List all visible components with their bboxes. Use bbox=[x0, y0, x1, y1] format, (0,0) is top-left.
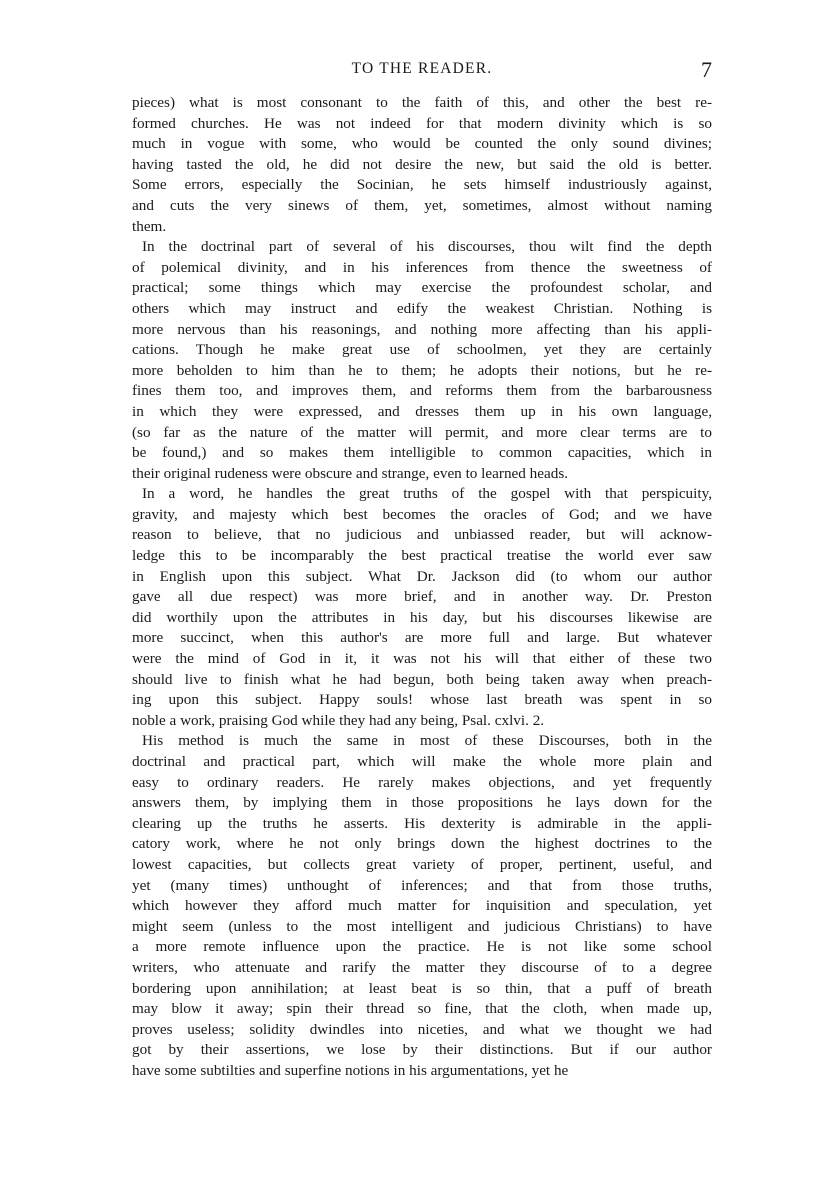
text-line: Some errors, especially the Socinian, he sets himself industriously against, bbox=[132, 176, 712, 194]
text-line: more beholden to him than he to them; he adopts their notions, but he re- bbox=[132, 361, 712, 379]
text-line: pieces) what is most consonant to the faith of this, and other the best re- bbox=[132, 94, 712, 111]
text-line: in English upon this subject. What Dr. Jackson did (to whom our author bbox=[132, 567, 712, 585]
text-line: fines them too, and improves them, and reforms them from the barbarousness bbox=[132, 382, 712, 400]
text-line: lowest capacities, but collects great variety of proper, pertinent, useful, and bbox=[132, 855, 712, 873]
text-line: formed churches. He was not indeed for that modern divinity which is so bbox=[132, 114, 712, 132]
text-line: have some subtilties and superfine notions in his argumentations, yet he bbox=[132, 1061, 569, 1079]
text-line: (so far as the nature of the matter will permit, and more clear terms are to bbox=[132, 423, 712, 441]
text-line: did worthily upon the attributes in his day, but his discourses likewise are bbox=[132, 608, 712, 626]
text-line: His method is much the same in most of these Discourses, both in the bbox=[142, 732, 712, 750]
text-line: proves useless; solidity dwindles into niceties, and what we thought we had bbox=[132, 1020, 712, 1038]
text-line: bordering upon annihilation; at least beat is so thin, that a puff of breath bbox=[132, 979, 712, 997]
text-line: In the doctrinal part of several of his discourses, thou wilt find the depth bbox=[142, 238, 712, 256]
text-line: might seem (unless to the most intelligent and judicious Christians) to have bbox=[132, 917, 712, 935]
text-line: reason to believe, that no judicious and unbiassed reader, but will acknow- bbox=[132, 526, 712, 544]
text-line: more succinct, when this author's are more full and large. But whatever bbox=[132, 629, 712, 647]
running-title: TO THE READER. bbox=[351, 60, 493, 77]
text-line: more nervous than his reasonings, and nothing more affecting than his appli- bbox=[132, 320, 712, 338]
text-line: yet (many times) unthought of inferences; and that from those truths, bbox=[132, 876, 712, 894]
text-line: them. bbox=[132, 217, 167, 235]
text-line: gave all due respect) was more brief, and in another way. Dr. Preston bbox=[132, 588, 712, 606]
text-line: catory work, where he not only brings down the highest doctrines to the bbox=[132, 835, 712, 853]
text-line: easy to ordinary readers. He rarely makes objections, and yet frequently bbox=[132, 773, 712, 791]
text-line: of polemical divinity, and in his inferences from thence the sweetness of bbox=[132, 258, 712, 276]
page-number: 7 bbox=[701, 57, 712, 82]
text-line: may blow it away; spin their thread so fine, that the cloth, when made up, bbox=[132, 1000, 712, 1018]
text-line: be found,) and so makes them intelligible to common capacities, which in bbox=[132, 444, 712, 462]
text-line: having tasted the old, he did not desire the new, but said the old is better. bbox=[132, 155, 712, 173]
text-line: doctrinal and practical part, which will make the whole more plain and bbox=[132, 753, 712, 770]
text-line: much in vogue with some, who would be counted the only sound divines; bbox=[132, 135, 712, 153]
text-line: ing upon this subject. Happy souls! whose last breath was spent in so bbox=[132, 691, 712, 709]
text-line: writers, who attenuate and rarify the matter they discourse of to a degree bbox=[132, 958, 712, 976]
text-line: noble a work, praising God while they had any being, Psal. cxlvi. 2. bbox=[132, 711, 545, 729]
text-line: answers them, by implying them in those propositions he lays down for the bbox=[132, 794, 712, 812]
text-line: a more remote influence upon the practice. He is not like some school bbox=[132, 938, 712, 956]
body-text bbox=[132, 93, 712, 1082]
running-head bbox=[132, 57, 712, 90]
text-line: which however they afford much matter for inquisition and speculation, yet bbox=[132, 897, 712, 915]
text-line: practical; some things which may exercise the profoundest scholar, and bbox=[132, 279, 712, 297]
text-line: clearing up the truths he asserts. His dexterity is admirable in the appli- bbox=[132, 814, 712, 832]
text-line: should live to finish what he had begun, both being taken away when preach- bbox=[132, 670, 712, 688]
text-line: got by their assertions, we lose by their distinctions. But if our author bbox=[132, 1041, 712, 1059]
text-line: gravity, and majesty which best becomes the oracles of God; and we have bbox=[132, 505, 712, 523]
text-line: were the mind of God in it, it was not his will that either of these two bbox=[132, 650, 712, 668]
text-line: In a word, he handles the great truths of the gospel with that perspicuity, bbox=[142, 485, 712, 503]
text-line: their original rudeness were obscure and strange, even to learned heads. bbox=[132, 464, 569, 482]
text-line: cations. Though he make great use of schoolmen, yet they are certainly bbox=[132, 341, 712, 359]
text-line: and cuts the very sinews of them, yet, sometimes, almost without naming bbox=[132, 196, 712, 214]
text-line: in which they were expressed, and dresses them up in his own language, bbox=[132, 402, 712, 420]
text-line: ledge this to be incomparably the best practical treatise the world ever saw bbox=[132, 547, 712, 565]
text-line: others which may instruct and edify the weakest Christian. Nothing is bbox=[132, 299, 712, 317]
